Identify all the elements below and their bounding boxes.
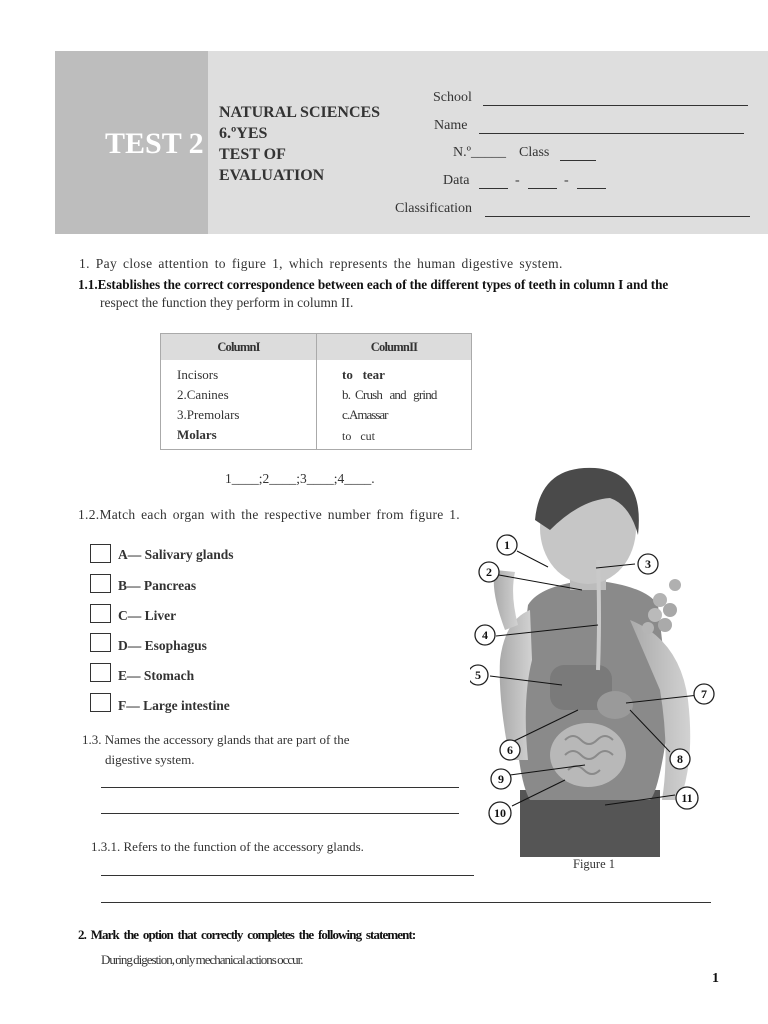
question-1-3-line2: digestive system.: [105, 752, 195, 767]
question-1-intro: 1. Pay close attention to figure 1, which represents the human digestive system.: [79, 256, 563, 271]
svg-text:10: 10: [494, 806, 506, 820]
subject-line-3: TEST OF: [219, 146, 286, 163]
organ-option-e: E— Stomach: [118, 668, 195, 683]
question-1-3-1: 1.3.1. Refers to the function of the accessory glands.: [91, 839, 364, 854]
test-header: [55, 51, 768, 234]
callout-1: [497, 535, 517, 555]
girl-illustration: [494, 468, 693, 857]
organ-option-a: A— Salivary glands: [118, 547, 234, 562]
classification-label: Classification: [395, 201, 472, 216]
number-field[interactable]: N.º_____: [453, 145, 506, 160]
answer-line-1-3-b[interactable]: [101, 813, 459, 814]
column-ii-item: c.Amassar: [342, 407, 388, 422]
callout-7v: [694, 684, 714, 704]
question-2-heading: 2. Mark the option that correctly completes the following statement:: [78, 927, 416, 942]
column-i-item: Incisors: [177, 367, 219, 382]
callout-5: [470, 665, 488, 685]
school-field[interactable]: [483, 105, 748, 106]
svg-text:11: 11: [681, 791, 693, 805]
question-1-1-line1: 1.1.Establishes the correct correspondence between each of the different types of teeth in column I and the: [78, 277, 669, 292]
column-i-item: 3.Premolars: [177, 407, 240, 422]
column-ii-header: ColumnII: [317, 334, 471, 360]
test-title: TEST 2: [105, 127, 204, 160]
svg-text:3: 3: [645, 557, 651, 571]
column-i-header: ColumnI: [161, 334, 316, 360]
month-field[interactable]: [528, 188, 557, 189]
organ-option-b: B— Pancreas: [118, 578, 197, 593]
svg-text:6: 6: [507, 743, 513, 757]
name-label: Name: [434, 118, 468, 133]
callout-10: [489, 802, 511, 824]
table-divider: [316, 334, 317, 449]
day-field[interactable]: [479, 188, 508, 189]
svg-text:5: 5: [475, 668, 481, 682]
question-1-3-line1: 1.3. Names the accessory glands that are part of the: [82, 732, 350, 747]
svg-text:8: 8: [677, 752, 683, 766]
header-title-panel: [55, 51, 208, 234]
page-number: 1: [712, 971, 719, 986]
teeth-table: [160, 333, 472, 450]
callout-2: [479, 562, 499, 582]
organ-option-f: F— Large intestine: [118, 698, 230, 713]
class-field[interactable]: [560, 160, 596, 161]
svg-text:1: 1: [504, 538, 510, 552]
class-label: Class: [519, 145, 550, 160]
question-1-1-line2: respect the function they perform in column II.: [100, 295, 354, 310]
subject-line-1: NATURAL SCIENCES: [219, 104, 381, 121]
column-ii-item: b. Crush and grind: [342, 387, 437, 402]
svg-text:4: 4: [482, 628, 488, 642]
match-box-e[interactable]: [90, 663, 111, 682]
callout-3: [638, 554, 658, 574]
callout-4: [475, 625, 495, 645]
answer-line-1-3-1-b[interactable]: [101, 902, 711, 903]
match-box-f[interactable]: [90, 693, 111, 712]
data-label: Data: [443, 173, 470, 188]
organ-option-c: C— Liver: [118, 608, 177, 623]
year-field[interactable]: [577, 188, 606, 189]
school-label: School: [433, 90, 472, 105]
match-box-b[interactable]: [90, 574, 111, 593]
subject-line-2: 6.ºYES: [219, 125, 268, 142]
column-ii-item: to cut: [342, 429, 375, 443]
svg-text:7: 7: [701, 687, 707, 701]
match-box-a[interactable]: [90, 544, 111, 563]
name-field[interactable]: [479, 133, 744, 134]
callout-6: [500, 740, 520, 760]
figure-caption: Figure 1: [573, 857, 616, 871]
organ-option-d: D— Esophagus: [118, 638, 207, 653]
subject-line-4: EVALUATION: [219, 167, 325, 184]
callout-11: [676, 787, 698, 809]
column-i-item: 2.Canines: [177, 387, 229, 402]
callout-8: [670, 749, 690, 769]
callout-9: [491, 769, 511, 789]
date-dash-2: -: [564, 173, 569, 188]
question-1-2: 1.2.Match each organ with the respective number from figure 1.: [78, 507, 460, 522]
column-i-item: Molars: [177, 427, 217, 442]
svg-text:2: 2: [486, 565, 492, 579]
match-box-c[interactable]: [90, 604, 111, 623]
digestive-system-figure: [470, 460, 715, 857]
answer-line[interactable]: 1____;2____;3____;4____.: [225, 471, 375, 486]
column-ii-item: to tear: [342, 367, 385, 382]
date-dash-1: -: [515, 173, 520, 188]
match-box-d[interactable]: [90, 633, 111, 652]
answer-line-1-3-1-a[interactable]: [101, 875, 474, 876]
svg-text:9: 9: [498, 772, 504, 786]
question-2-statement: During digestion, only mechanical actions occur.: [101, 952, 303, 967]
answer-line-1-3-a[interactable]: [101, 787, 459, 788]
classification-field[interactable]: [485, 216, 750, 217]
